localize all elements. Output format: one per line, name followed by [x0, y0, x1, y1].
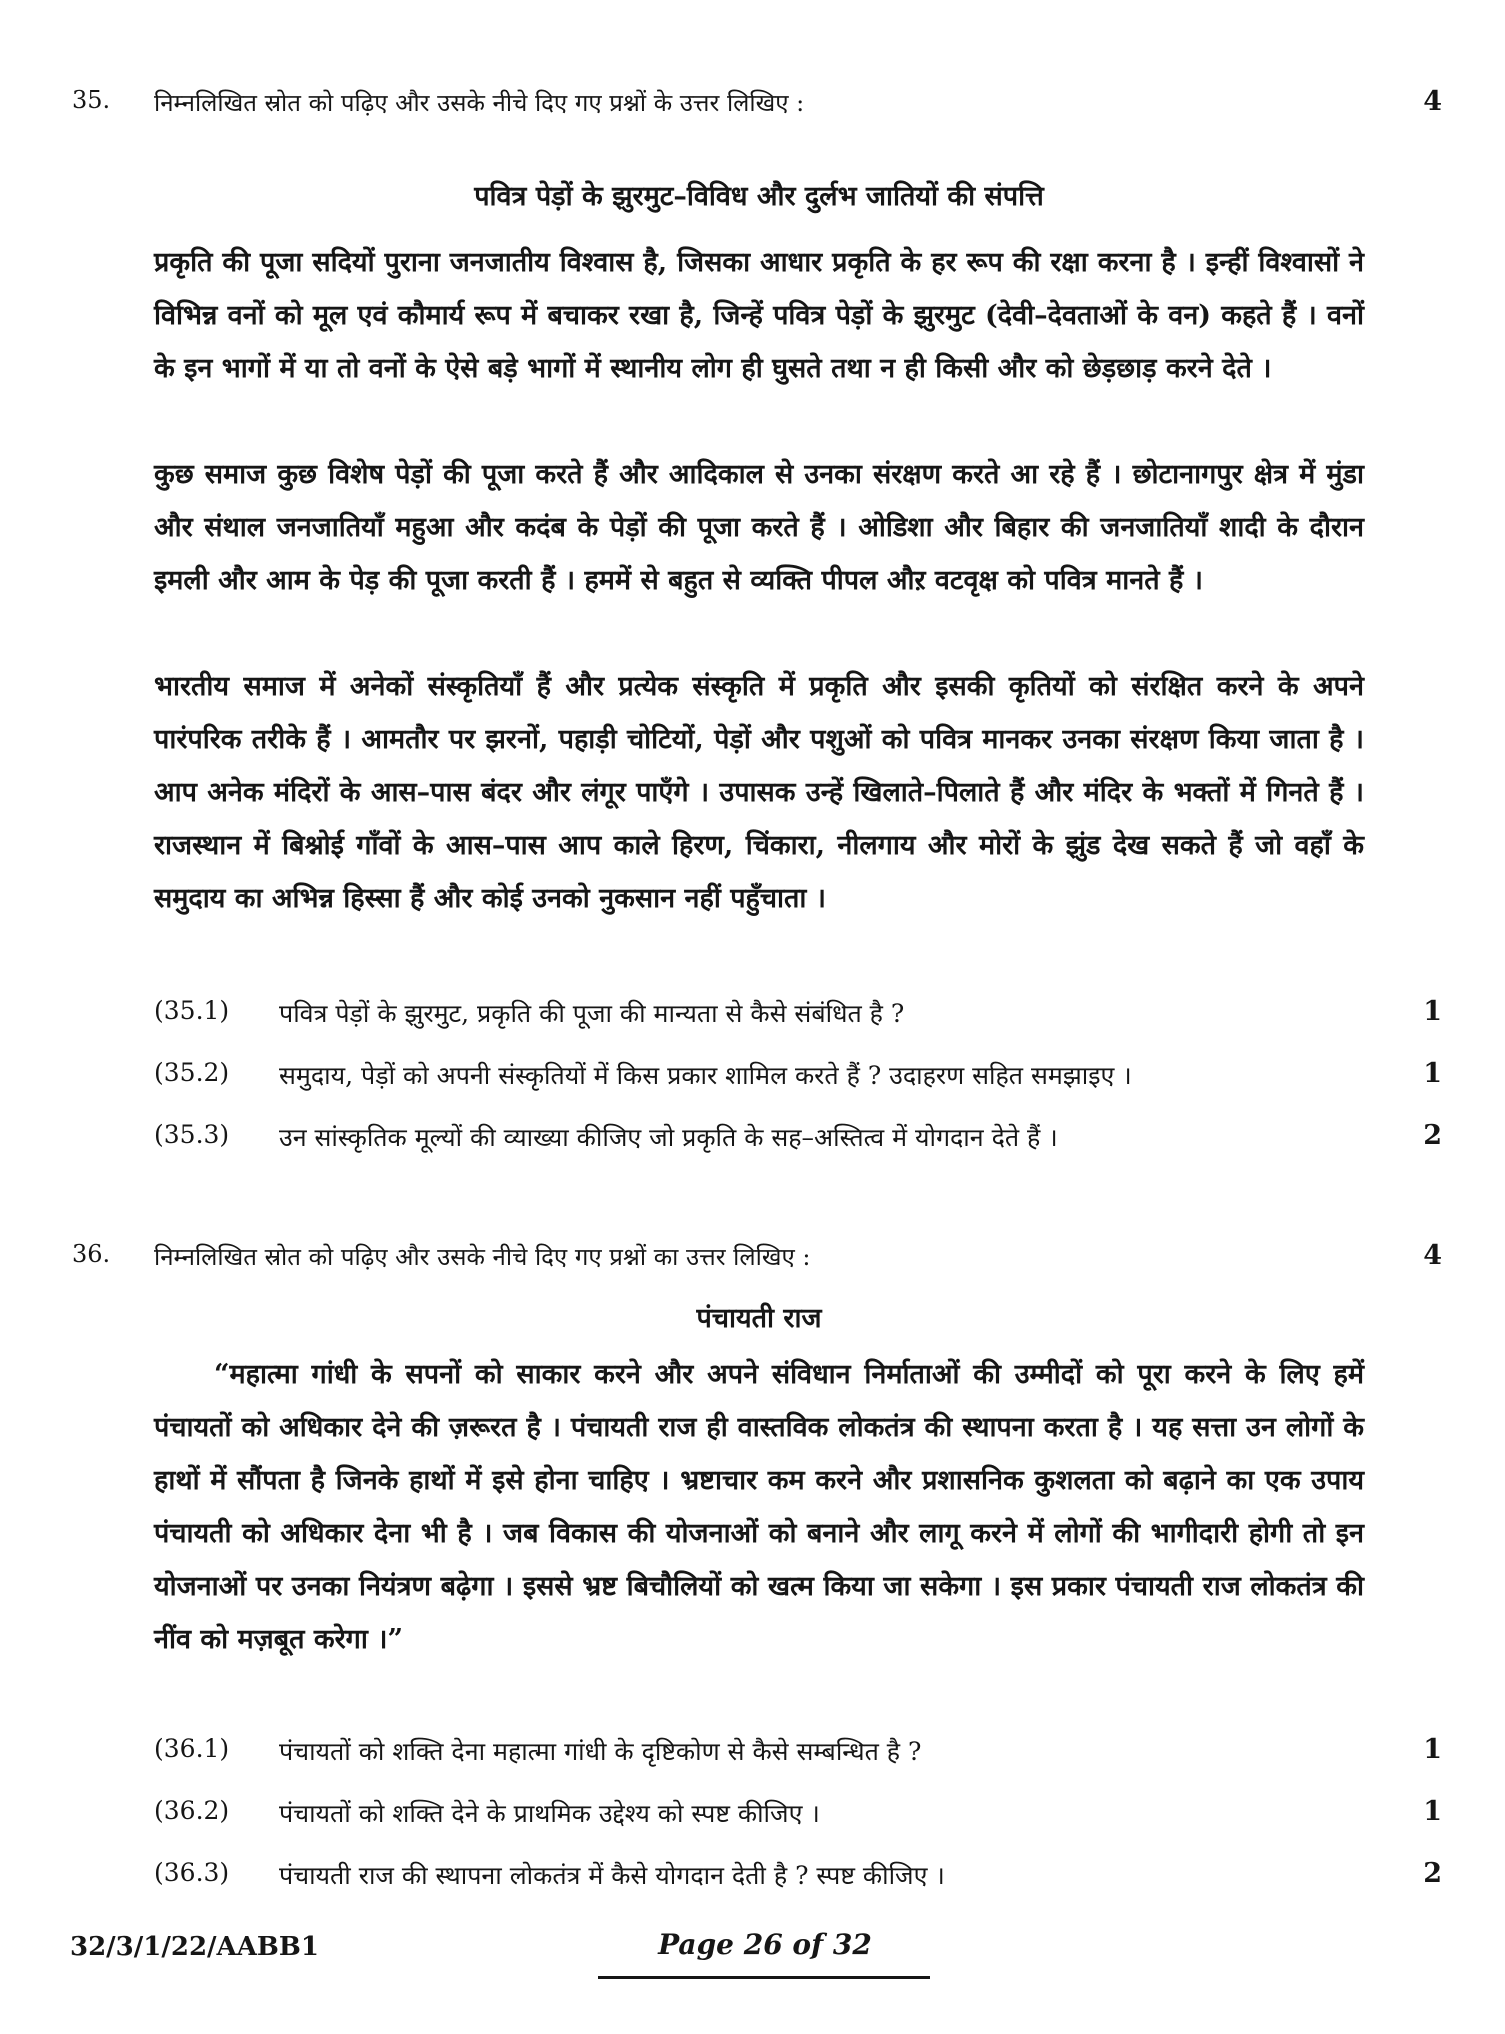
subquestion-36-2 [154, 1796, 1442, 1830]
subquestion-36-1 [154, 1734, 1442, 1768]
subquestion-text: पंचायतों को शक्ति देने के प्राथमिक उद्देश्य को स्पष्ट कीजिए । [279, 1799, 820, 1828]
subquestion-text: पंचायतों को शक्ति देना महात्मा गांधी के दृष्टिकोण से कैसे सम्बन्धित है ? [279, 1737, 922, 1766]
subquestion-marks: 1 [1423, 996, 1442, 1027]
source-title: पवित्र पेड़ों के झुरमुट–विविध और दुर्लभ जातियों की संपत्ति [474, 181, 1044, 212]
subquestion-marks: 2 [1423, 1120, 1442, 1151]
source-paragraph: कुछ समाज कुछ विशेष पेड़ों की पूजा करते हैं और आदिकाल से उनका संरक्षण करते आ रहे हैं । छोटानागपुर क्षेत्र में मुंडा और संथाल जनजातियाँ महुआ और कदंब के पेड़ों की पूजा करते हैं । ओडिशा और बिहार की जनजातियाँ शादी के दौरान इमली और आम के पेड़ की पूजा करती हैं । हममें से बहुत से व्यक्ति पीपल औऱ वटवृक्ष को पवित्र मानते हैं । [154, 459, 1364, 596]
subquestion-number: (36.3) [154, 1858, 230, 1887]
subquestion-marks: 1 [1423, 1058, 1442, 1089]
subquestion-number: (36.1) [154, 1734, 230, 1763]
subquestion-text: पंचायती राज की स्थापना लोकतंत्र में कैसे योगदान देती है ? स्पष्ट कीजिए । [279, 1861, 945, 1890]
subquestion-number: (35.2) [154, 1058, 230, 1087]
question-35-header [72, 86, 1442, 119]
subquestion-number: (35.3) [154, 1120, 230, 1149]
question-instruction: निम्नलिखित स्रोत को पढ़िए और उसके नीचे दिए गए प्रश्नों का उत्तर लिखिए : [154, 1243, 811, 1271]
paper-code: 32/3/1/22/AABB1 [70, 1932, 319, 1962]
subquestion-text: समुदाय, पेड़ों को अपनी संस्कृतियों में किस प्रकार शामिल करते हैं ? उदाहरण सहित समझाइए । [279, 1061, 1132, 1090]
subquestion-number: (35.1) [154, 996, 230, 1025]
subquestion-marks: 1 [1423, 1796, 1442, 1827]
question-36-header [72, 1240, 1442, 1273]
subquestion-text: पवित्र पेड़ों के झुरमुट, प्रकृति की पूजा की मान्यता से कैसे संबंधित है ? [279, 999, 905, 1028]
source-paragraph: प्रकृति की पूजा सदियों पुराना जनजातीय विश्वास है, जिसका आधार प्रकृति के हर रूप की रक्षा करना है । इन्हीं विश्वासों ने विभिन्न वनों को मूल एवं कौमार्य रूप में बचाकर रखा है, जिन्हें पवित्र पेड़ों के झुरमुट (देवी–देवताओं के वन) कहते हैं । वनों के इन भागों में या तो वनों के ऐसे बड़े भागों में स्थानीय लोग ही घुसते तथा न ही किसी और को छेड़छाड़ करने देते । [154, 247, 1364, 384]
question-instruction: निम्नलिखित स्रोत को पढ़िए और उसके नीचे दिए गए प्रश्नों के उत्तर लिखिए : [154, 89, 805, 117]
subquestion-marks: 2 [1423, 1858, 1442, 1889]
question-number: 35. [72, 86, 111, 114]
subquestion-text: उन सांस्कृतिक मूल्यों की व्याख्या कीजिए जो प्रकृति के सह–अस्तित्व में योगदान देते हैं । [279, 1123, 1058, 1152]
question-marks: 4 [1423, 86, 1442, 117]
page-number-underline [598, 1976, 930, 1979]
question-marks: 4 [1423, 1240, 1442, 1271]
subquestion-marks: 1 [1423, 1734, 1442, 1765]
subquestion-35-1 [154, 996, 1442, 1030]
source-paragraph: भारतीय समाज में अनेकों संस्कृतियाँ हैं और प्रत्येक संस्कृति में प्रकृति और इसकी कृतियों को संरक्षित करने के अपने पारंपरिक तरीके हैं । आमतौर पर झरनों, पहाड़ी चोटियों, पेड़ों और पशुओं को पवित्र मानकर उनका संरक्षण किया जाता है । आप अनेक मंदिरों के आस–पास बंदर और लंगूर पाएँगे । उपासक उन्हें खिलाते–पिलाते हैं और मंदिर के भक्तों में गिनते हैं । राजस्थान में बिश्नोई गाँवों के आस–पास आप काले हिरण, चिंकारा, नीलगाय और मोरों के झुंड देख सकते हैं जो वहाँ के समुदाय का अभिन्न हिस्सा हैं और कोई उनको नुकसान नहीं पहुँचाता । [154, 671, 1364, 914]
subquestion-36-3 [154, 1858, 1442, 1892]
page-number: Page 26 of 32 [658, 1928, 872, 1961]
subquestion-35-3 [154, 1120, 1442, 1154]
source-title: पंचायती राज [696, 1303, 822, 1334]
subquestion-number: (36.2) [154, 1796, 230, 1825]
subquestion-35-2 [154, 1058, 1442, 1092]
source-paragraph: “महात्मा गांधी के सपनों को साकार करने और अपने संविधान निर्माताओं की उम्मीदों को पूरा करने के लिए हमें पंचायतों को अधिकार देने की ज़रूरत है । पंचायती राज ही वास्तविक लोकतंत्र की स्थापना करता है । यह सत्ता उन लोगों के हाथों में सौंपता है जिनके हाथों में इसे होना चाहिए । भ्रष्टाचार कम करने और प्रशासनिक कुशलता को बढ़ाने का एक उपाय पंचायती को अधिकार देना भी है । जब विकास की योजनाओं को बनाने और लागू करने में लोगों की भागीदारी होगी तो इन योजनाओं पर उनका नियंत्रण बढ़ेगा । इससे भ्रष्ट बिचौलियों को खत्म किया जा सकेगा । इस प्रकार पंचायती राज लोकतंत्र की नींव को मज़बूत करेगा ।” [154, 1359, 1364, 1655]
question-number: 36. [72, 1240, 111, 1268]
